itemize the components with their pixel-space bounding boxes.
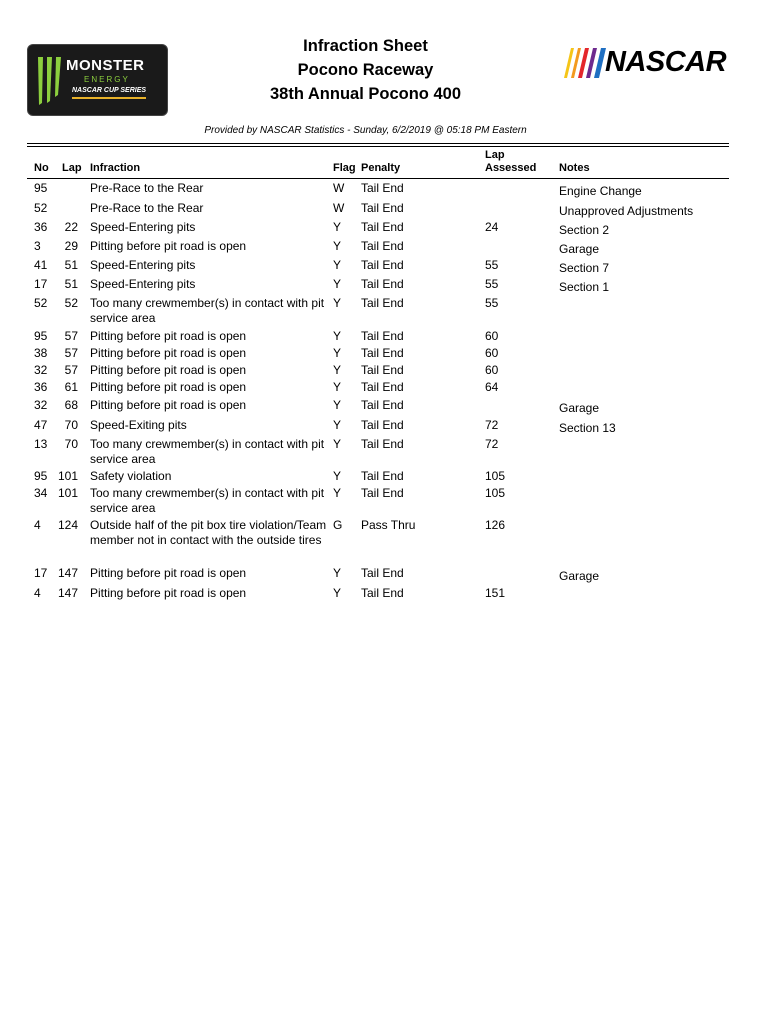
cell-lap: 70 [64, 437, 78, 451]
cell-infraction: Outside half of the pit box tire violation/Team member not in contact with the outside tires [90, 518, 327, 547]
cell-no: 95 [34, 469, 48, 483]
cell-no: 17 [34, 566, 48, 580]
title-line-1: Infraction Sheet [303, 37, 428, 55]
cell-lap: 70 [64, 418, 78, 432]
cell-lap-assessed: 126 [485, 518, 506, 532]
col-header-notes: Notes [559, 162, 590, 174]
cell-lap: 101 [57, 486, 78, 500]
cell-flag: Y [333, 346, 342, 360]
title-line-2: Pocono Raceway [297, 61, 434, 79]
cell-lap-assessed: 151 [485, 586, 506, 600]
cell-notes: Section 2 [559, 223, 610, 237]
cell-flag: Y [333, 566, 342, 580]
cell-no: 32 [34, 398, 48, 412]
cell-flag: Y [333, 239, 342, 253]
cell-lap-assessed: 105 [485, 486, 506, 500]
cell-penalty: Tail End [361, 220, 404, 234]
cell-flag: Y [333, 418, 342, 432]
cell-flag: W [333, 181, 345, 195]
cell-penalty: Tail End [361, 380, 404, 394]
cell-notes: Garage [559, 242, 600, 256]
cell-lap: 57 [64, 346, 78, 360]
nascar-logo [563, 44, 727, 82]
cell-notes: Section 1 [559, 280, 610, 294]
cell-flag: W [333, 201, 345, 215]
cell-lap: 68 [64, 398, 78, 412]
cell-notes: Section 13 [559, 421, 616, 435]
cell-notes: Section 7 [559, 261, 610, 275]
cell-penalty: Tail End [361, 181, 404, 195]
cell-lap: 52 [64, 296, 78, 310]
cell-flag: Y [333, 469, 342, 483]
cell-infraction: Speed-Entering pits [90, 277, 196, 291]
col-header-lap: Lap [62, 162, 82, 174]
col-header-penalty: Penalty [361, 162, 401, 174]
divider [27, 178, 729, 179]
cell-infraction: Pitting before pit road is open [90, 586, 247, 600]
cell-infraction: Too many crewmember(s) in contact with pit service area [90, 296, 325, 325]
cell-flag: Y [333, 329, 342, 343]
cell-penalty: Tail End [361, 398, 404, 412]
cell-infraction: Pitting before pit road is open [90, 329, 247, 343]
cell-penalty: Tail End [361, 277, 404, 291]
cell-flag: G [333, 518, 343, 532]
title-line-3: 38th Annual Pocono 400 [269, 85, 461, 103]
cell-no: 95 [34, 181, 48, 195]
cell-penalty: Tail End [361, 486, 404, 500]
col-header-lap-assessed-line-1: Lap [485, 149, 505, 161]
cell-infraction: Pitting before pit road is open [90, 239, 247, 253]
cell-penalty: Tail End [361, 566, 404, 580]
cell-penalty: Tail End [361, 258, 404, 272]
cell-lap: 147 [57, 566, 78, 580]
cell-notes: Unapproved Adjustments [559, 204, 694, 218]
cell-penalty: Tail End [361, 418, 404, 432]
logo-sub: ENERGY [84, 75, 130, 84]
cell-lap: 51 [64, 277, 78, 291]
cell-infraction: Pitting before pit road is open [90, 398, 247, 412]
cell-penalty: Tail End [361, 346, 404, 360]
cell-penalty: Pass Thru [361, 518, 416, 532]
cell-flag: Y [333, 437, 342, 451]
cell-flag: Y [333, 277, 342, 291]
cell-lap: 101 [57, 469, 78, 483]
cell-notes: Garage [559, 401, 600, 415]
nascar-word: NASCAR [605, 46, 727, 78]
cell-lap-assessed: 72 [485, 418, 499, 432]
cell-no: 13 [34, 437, 48, 451]
cell-lap-assessed: 55 [485, 277, 499, 291]
cell-no: 36 [34, 220, 48, 234]
cell-lap: 22 [64, 220, 78, 234]
cell-infraction: Too many crewmember(s) in contact with pit service area [90, 437, 325, 466]
col-header-flag: Flag [333, 162, 356, 174]
cell-lap: 124 [57, 518, 78, 532]
cell-lap: 51 [64, 258, 78, 272]
cell-no: 4 [34, 586, 41, 600]
cell-no: 3 [34, 239, 41, 253]
cell-infraction: Safety violation [90, 469, 172, 483]
cell-lap-assessed: 60 [485, 346, 499, 360]
col-header-no: No [34, 162, 49, 174]
cell-no: 4 [34, 518, 41, 532]
cell-lap: 29 [64, 239, 78, 253]
cell-flag: Y [333, 398, 342, 412]
cell-lap-assessed: 60 [485, 363, 499, 377]
logo-word: MONSTER [66, 57, 145, 74]
cell-no: 32 [34, 363, 48, 377]
cell-penalty: Tail End [361, 201, 404, 215]
cell-infraction: Speed-Exiting pits [90, 418, 187, 432]
cell-no: 47 [34, 418, 48, 432]
cell-infraction: Speed-Entering pits [90, 258, 196, 272]
cell-penalty: Tail End [361, 586, 404, 600]
cell-penalty: Tail End [361, 469, 404, 483]
cell-penalty: Tail End [361, 296, 404, 310]
col-header-lap-assessed-line-2: Assessed [485, 162, 537, 174]
cell-lap: 147 [57, 586, 78, 600]
nascar-bars-icon [563, 48, 611, 78]
cell-no: 17 [34, 277, 48, 291]
divider [27, 146, 729, 147]
cell-infraction: Pitting before pit road is open [90, 566, 247, 580]
cell-lap: 57 [64, 363, 78, 377]
cell-no: 38 [34, 346, 48, 360]
cell-flag: Y [333, 586, 342, 600]
col-header-infraction: Infraction [90, 162, 141, 174]
cell-lap-assessed: 55 [485, 296, 499, 310]
cell-flag: Y [333, 363, 342, 377]
cell-flag: Y [333, 296, 342, 310]
cell-penalty: Tail End [361, 437, 404, 451]
cell-no: 36 [34, 380, 48, 394]
cell-infraction: Pitting before pit road is open [90, 363, 247, 377]
cell-infraction: Too many crewmember(s) in contact with pit service area [90, 486, 325, 515]
cell-flag: Y [333, 220, 342, 234]
cell-penalty: Tail End [361, 329, 404, 343]
cell-no: 52 [34, 296, 48, 310]
cell-flag: Y [333, 486, 342, 500]
cell-infraction: Pitting before pit road is open [90, 380, 247, 394]
cell-infraction: Speed-Entering pits [90, 220, 196, 234]
cell-infraction: Pre-Race to the Rear [90, 201, 204, 215]
divider [27, 143, 729, 144]
cell-lap-assessed: 105 [485, 469, 506, 483]
cell-lap-assessed: 64 [485, 380, 499, 394]
provided-by: Provided by NASCAR Statistics - Sunday, 6/2/2019 @ 05:18 PM Eastern [204, 125, 527, 136]
logo-series: NASCAR CUP SERIES [72, 87, 147, 94]
cell-flag: Y [333, 380, 342, 394]
cell-infraction: Pre-Race to the Rear [90, 181, 204, 195]
cell-penalty: Tail End [361, 363, 404, 377]
cell-flag: Y [333, 258, 342, 272]
cell-lap-assessed: 72 [485, 437, 499, 451]
cell-lap-assessed: 55 [485, 258, 499, 272]
cell-lap-assessed: 24 [485, 220, 499, 234]
col-header-lap-assessed [485, 149, 536, 175]
cell-lap: 61 [64, 380, 78, 394]
cell-no: 41 [34, 258, 48, 272]
cell-infraction: Pitting before pit road is open [90, 346, 247, 360]
cell-lap-assessed: 60 [485, 329, 499, 343]
cell-no: 95 [34, 329, 48, 343]
cell-penalty: Tail End [361, 239, 404, 253]
cell-notes: Engine Change [559, 184, 642, 198]
cell-notes: Garage [559, 569, 600, 583]
cell-lap: 57 [64, 329, 78, 343]
cell-no: 52 [34, 201, 48, 215]
cell-no: 34 [34, 486, 48, 500]
